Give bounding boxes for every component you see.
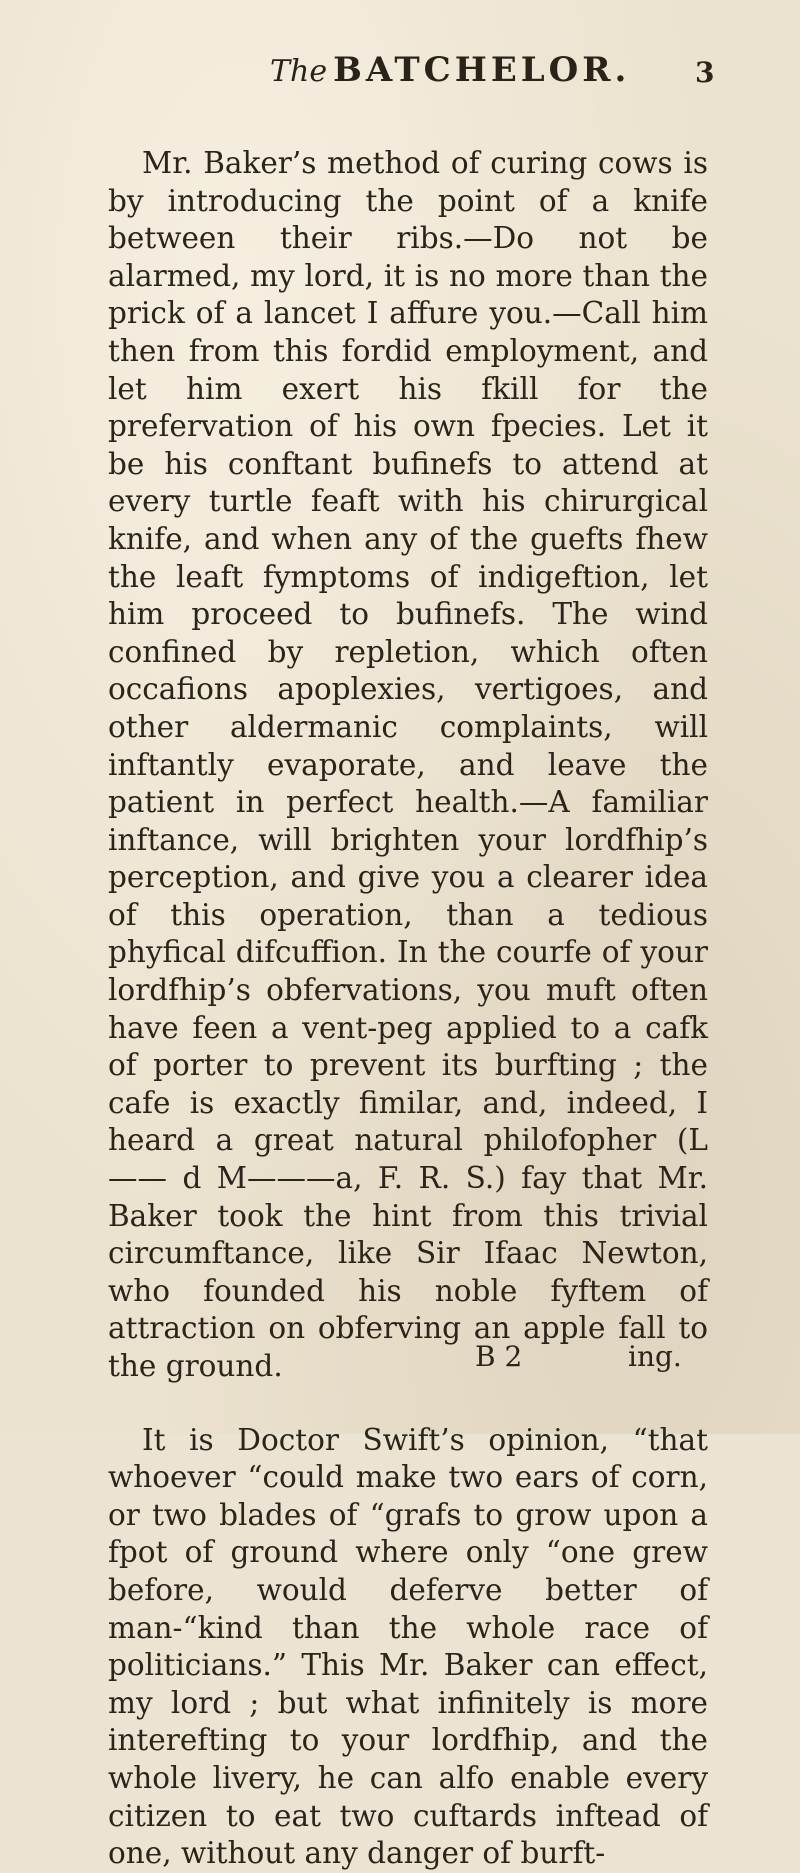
running-title bbox=[270, 50, 630, 90]
catchword: ing. bbox=[628, 1340, 682, 1373]
paragraph-swift-opinion: It is Doctor Swift’s opinion, “that whoever “could make two ears of corn, or two blades of “grafs to grow upon a fpot of ground where only “one grew before, would deferve better of man-“kind than the whole race of politicians.” This Mr. Baker can effect, my lord ; but what infinitely is more interefting to your lordfhip, and the whole livery, he can alfo enable every citizen to eat two cuftards inftead of one, without any danger of burft- bbox=[108, 1422, 708, 1871]
signature-mark: B 2 bbox=[475, 1340, 523, 1373]
page-number: 3 bbox=[695, 56, 715, 89]
paragraph-baker-method: Mr. Baker’s method of curing cows is by introducing the point of a knife between their ribs.—Do not be alarmed, my lord, it is no more than the prick of a lancet I affure you.—Call him then from this fordid employment, and let him exert his fkill for the prefervation of his own fpecies. Let it be his conftant bufinefs to attend at every turtle feaft with his chirurgical knife, and when any of the guefts fhew the leaft fymptoms of indigeftion, let him proceed to bufinefs. The wind confined by repletion, which often occafions apoplexies, vertigoes, and other aldermanic complaints, will inftantly evaporate, and leave the patient in perfect health.—A familiar inftance, will brighten your lordfhip’s perception, and give you a clearer idea of this operation, than a tedious phyfical difcuffion. In the courfe of your lordfhip’s obfervations, you muft often have feen a vent-peg applied to a cafk of porter to prevent its burfting ; the cafe is exactly fimilar, and, indeed, I heard a great natural philofopher (L —— d M———a, F. R. S.) fay that Mr. Baker took the hint from this trivial circumftance, like Sir Ifaac Newton, who founded his noble fyftem of attraction on obferving an apple fall to the ground. bbox=[108, 146, 708, 1383]
page-footer bbox=[0, 1340, 800, 1380]
running-title-main: BATCHELOR. bbox=[333, 50, 631, 90]
running-header bbox=[0, 50, 800, 110]
body-text bbox=[108, 145, 708, 1873]
running-title-prefix: The bbox=[270, 54, 328, 89]
